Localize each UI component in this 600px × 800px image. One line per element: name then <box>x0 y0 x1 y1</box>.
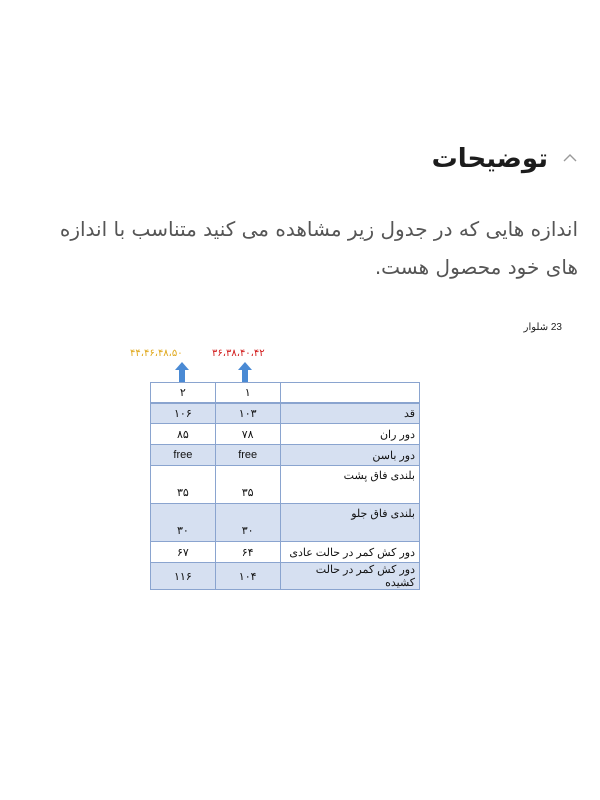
row-label: بلندی فاق جلو <box>280 504 419 542</box>
cell-size-1: ۳۰ <box>215 504 280 542</box>
size-chart-image <box>0 310 600 600</box>
table-row <box>151 403 420 424</box>
header-cell-size-1: ۱ <box>215 383 280 403</box>
size-table <box>150 382 420 590</box>
chart-caption: 23 شلوار <box>523 322 562 333</box>
cell-size-1: ۱۰۳ <box>215 403 280 424</box>
header-cell-label <box>280 383 419 403</box>
cell-size-2: ۱۰۶ <box>151 403 216 424</box>
arrow-up-icon <box>238 362 252 382</box>
section-description: اندازه هایی که در جدول زیر مشاهده می کنید متناسب با اندازه های خود محصول هست. <box>59 217 578 279</box>
table-row <box>151 424 420 445</box>
table-row <box>151 563 420 590</box>
cell-size-2: ۳۰ <box>151 504 216 542</box>
cell-size-2: ۶۷ <box>151 542 216 563</box>
row-label: دور باسن <box>280 445 419 466</box>
section-title: توضیحات <box>431 144 548 174</box>
cell-size-2: free <box>151 445 216 466</box>
table-row <box>151 504 420 542</box>
cell-size-1: ۶۴ <box>215 542 280 563</box>
cell-size-1: free <box>215 445 280 466</box>
table-row <box>151 542 420 563</box>
row-label: قد <box>280 403 419 424</box>
size-group-2-label: ۴۴،۴۶،۴۸،۵۰ <box>130 348 183 359</box>
table-row <box>151 445 420 466</box>
cell-size-2: ۸۵ <box>151 424 216 445</box>
row-label: دور کش کمر در حالت کشیده <box>280 563 419 590</box>
description-section-header[interactable] <box>0 140 600 180</box>
header-cell-size-2: ۲ <box>151 383 216 403</box>
arrow-up-icon <box>175 362 189 382</box>
row-label: دور ران <box>280 424 419 445</box>
row-label: دور کش کمر در حالت عادی <box>280 542 419 563</box>
size-group-1-label: ۳۶،۳۸،۴۰،۴۲ <box>212 348 265 359</box>
cell-size-2: ۳۵ <box>151 466 216 504</box>
table-row <box>151 466 420 504</box>
cell-size-2: ۱۱۶ <box>151 563 216 590</box>
chevron-up-icon[interactable] <box>562 150 578 166</box>
cell-size-1: ۱۰۴ <box>215 563 280 590</box>
cell-size-1: ۷۸ <box>215 424 280 445</box>
cell-size-1: ۳۵ <box>215 466 280 504</box>
table-header-row <box>151 383 420 403</box>
row-label: بلندی فاق پشت <box>280 466 419 504</box>
